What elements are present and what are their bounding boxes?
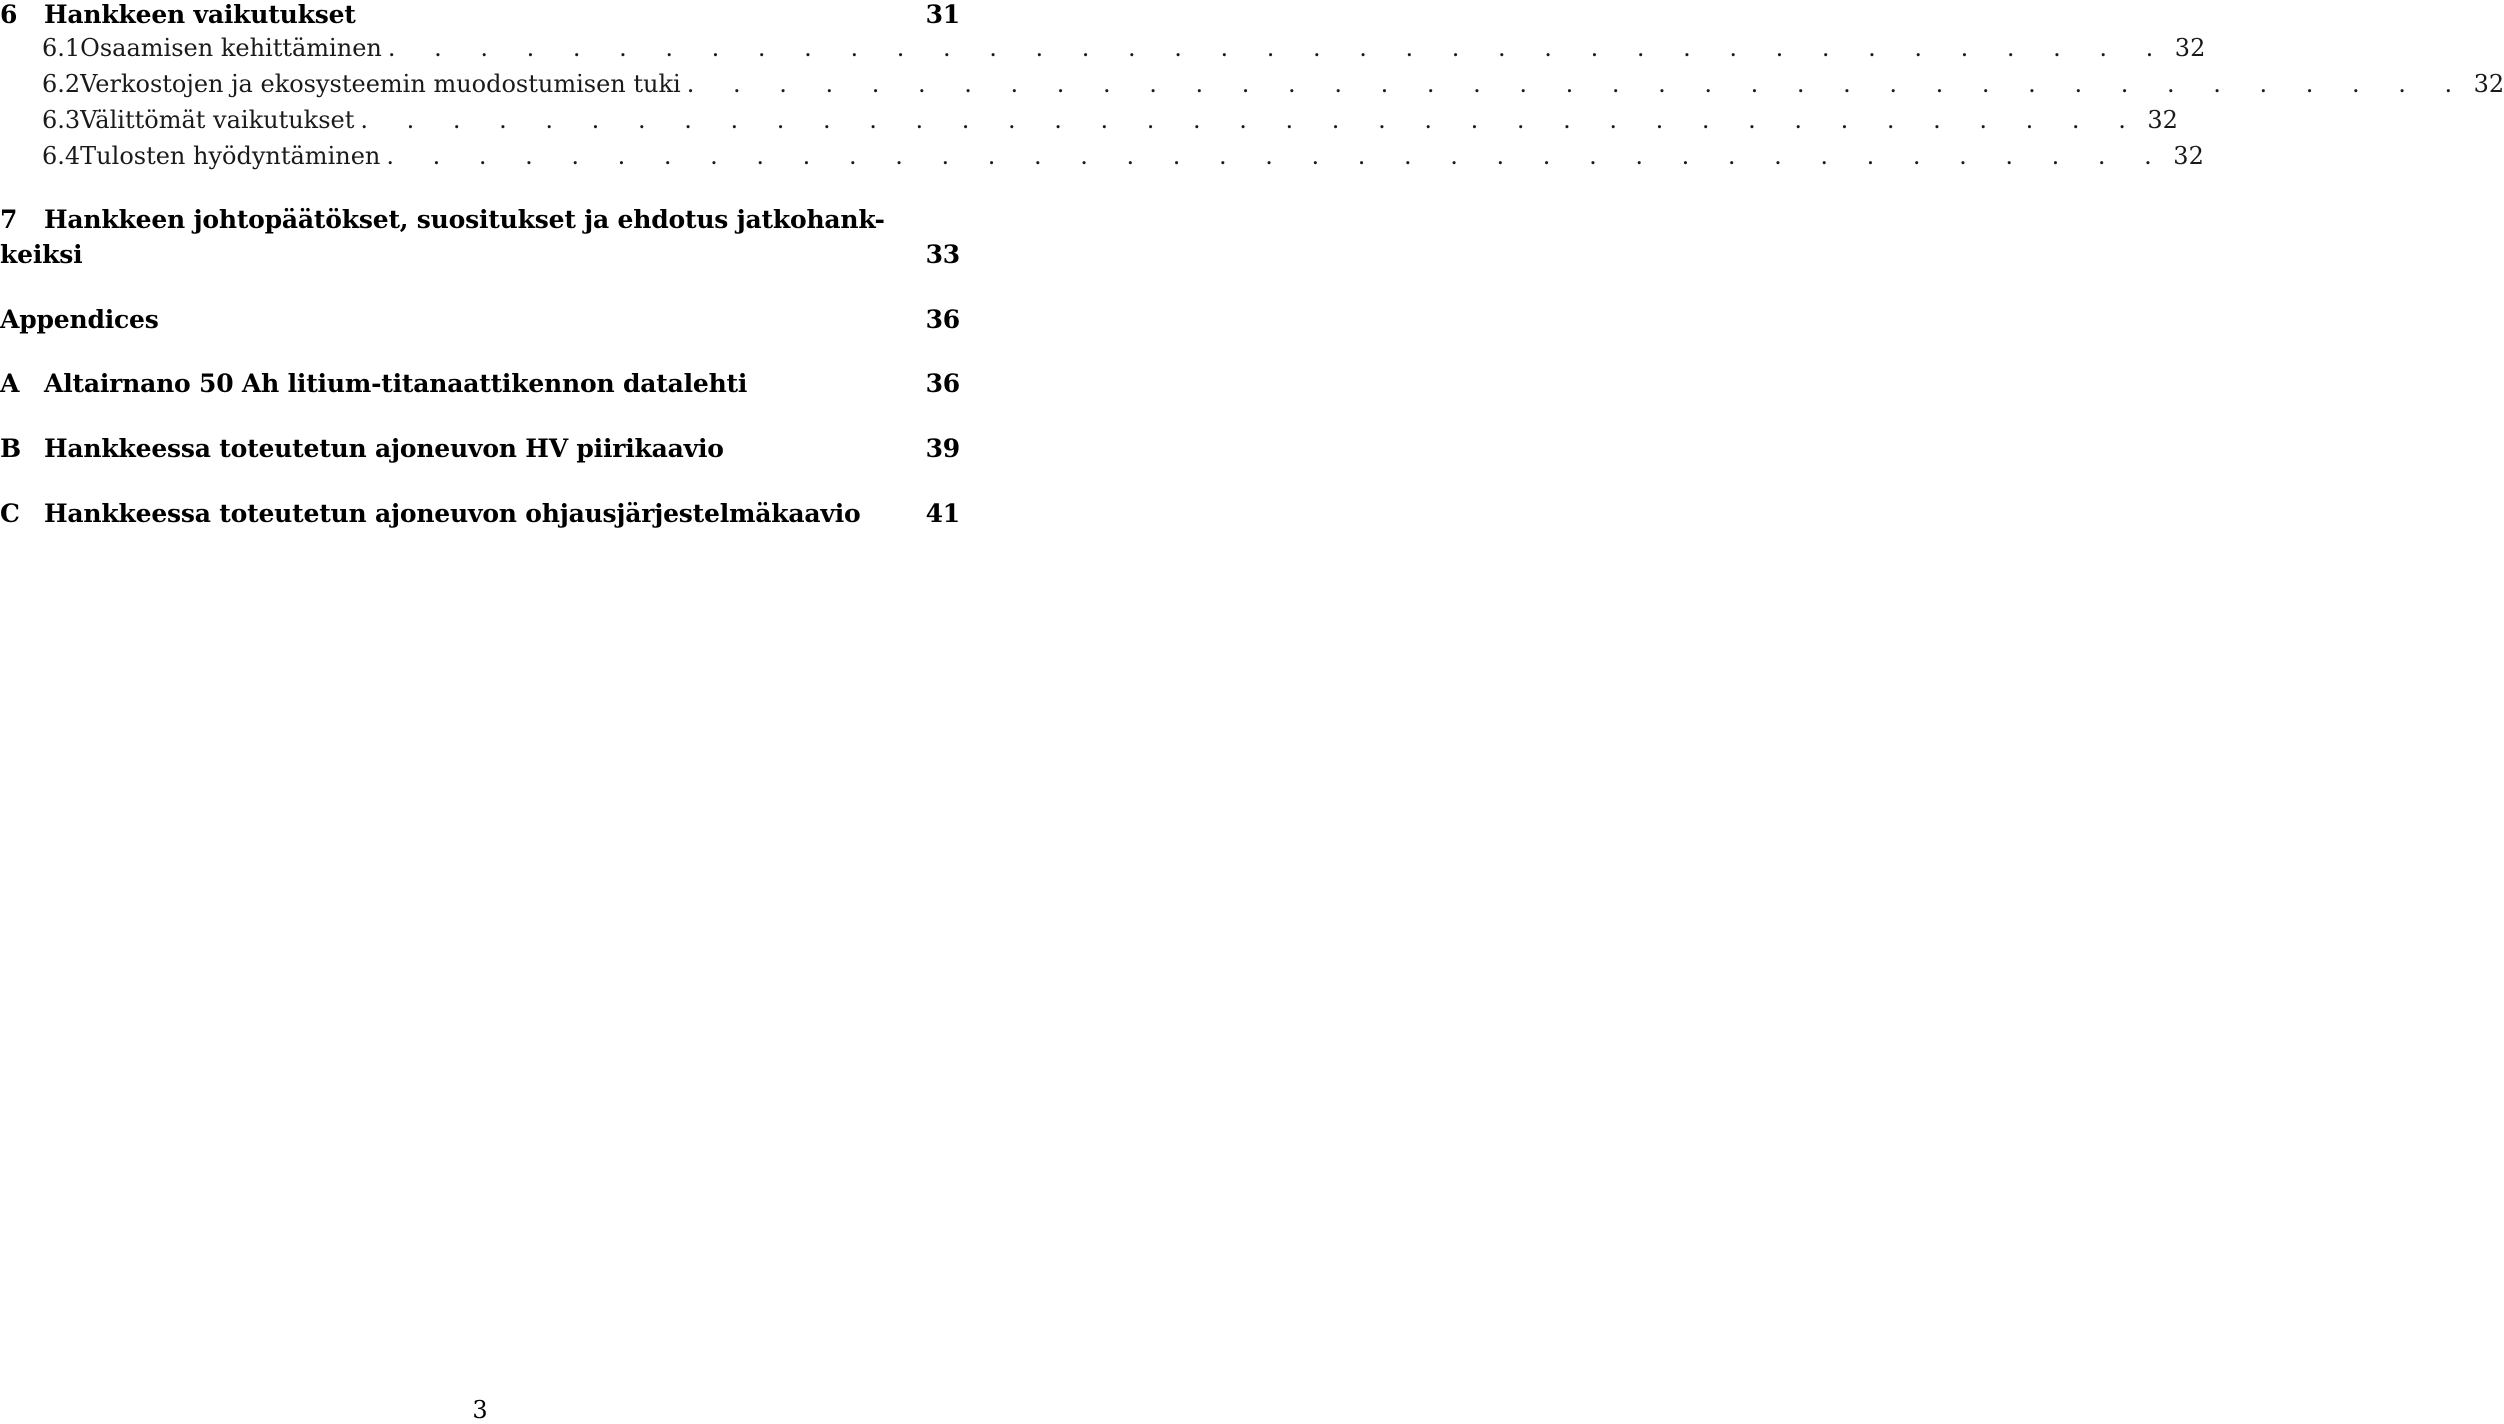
section-number: 6.3	[42, 106, 81, 134]
appendix-title: Hankkeessa toteutetun ajoneuvon ohjausjärjestelmäkaavio	[44, 499, 861, 528]
appendices-title: Appendices	[0, 305, 159, 334]
chapter-number: 6	[0, 0, 18, 29]
appendix-letter: B	[0, 434, 21, 463]
dot-leader: . . . . . . . . . . . . . . . . . . . . . . . . . . . . . . . . . . . . . . .	[686, 70, 2468, 98]
chapter-title: Hankkeen vaikutukset	[44, 0, 356, 29]
toc-section-6-1[interactable]	[0, 34, 2206, 62]
appendix-title: Altairnano 50 Ah litium-titanaattikennon datalehti	[44, 369, 748, 398]
appendix-letter: C	[0, 499, 20, 528]
toc-appendices[interactable]	[0, 305, 960, 334]
section-title: Verkostojen ja ekosysteemin muodostumisen tuki	[80, 70, 681, 98]
dot-leader: . . . . . . . . . . . . . . . . . . . . . . . . . . . . . . . . . . . . . . .	[387, 34, 2169, 62]
page-number: 32	[2147, 106, 2178, 134]
page-number: 41	[925, 499, 960, 528]
dot-leader: . . . . . . . . . . . . . . . . . . . . . . . . . . . . . . . . . . . . . . .	[386, 142, 2168, 170]
toc-appendix-b[interactable]	[0, 434, 960, 463]
toc-chapter-7[interactable]	[0, 205, 960, 234]
chapter-number: 7	[0, 205, 18, 234]
page-number: 32	[2173, 142, 2204, 170]
page-footer-number: 3	[472, 1396, 488, 1424]
page-number: 32	[2174, 34, 2206, 62]
section-title: Välittömät vaikutukset	[80, 106, 355, 134]
toc-chapter-6[interactable]	[0, 0, 960, 29]
appendix-letter: A	[0, 369, 20, 398]
page-number: 32	[2473, 70, 2504, 98]
section-title: Tulosten hyödyntäminen	[80, 142, 381, 170]
section-number: 6.1	[42, 34, 81, 62]
page-number: 31	[925, 0, 960, 29]
page-number: 36	[925, 369, 960, 398]
page-number: 33	[925, 240, 960, 269]
appendix-title: Hankkeessa toteutetun ajoneuvon HV piirikaavio	[44, 434, 724, 463]
toc-appendix-c[interactable]	[0, 499, 960, 528]
toc-section-6-4[interactable]	[0, 142, 2204, 170]
dot-leader: . . . . . . . . . . . . . . . . . . . . . . . . . . . . . . . . . . . . . . .	[360, 106, 2142, 134]
section-number: 6.2	[42, 70, 81, 98]
chapter-title-continued: keiksi	[0, 240, 83, 269]
page-number: 39	[925, 434, 960, 463]
chapter-title: Hankkeen johtopäätökset, suositukset ja ehdotus jatkohank-	[44, 205, 885, 234]
section-number: 6.4	[42, 142, 81, 170]
toc-appendix-a[interactable]	[0, 369, 960, 398]
page-number: 36	[925, 305, 960, 334]
toc-section-6-3[interactable]	[0, 106, 2178, 134]
section-title: Osaamisen kehittäminen	[80, 34, 382, 62]
toc-section-6-2[interactable]	[0, 70, 2504, 98]
toc-chapter-7-continued[interactable]	[0, 240, 960, 269]
